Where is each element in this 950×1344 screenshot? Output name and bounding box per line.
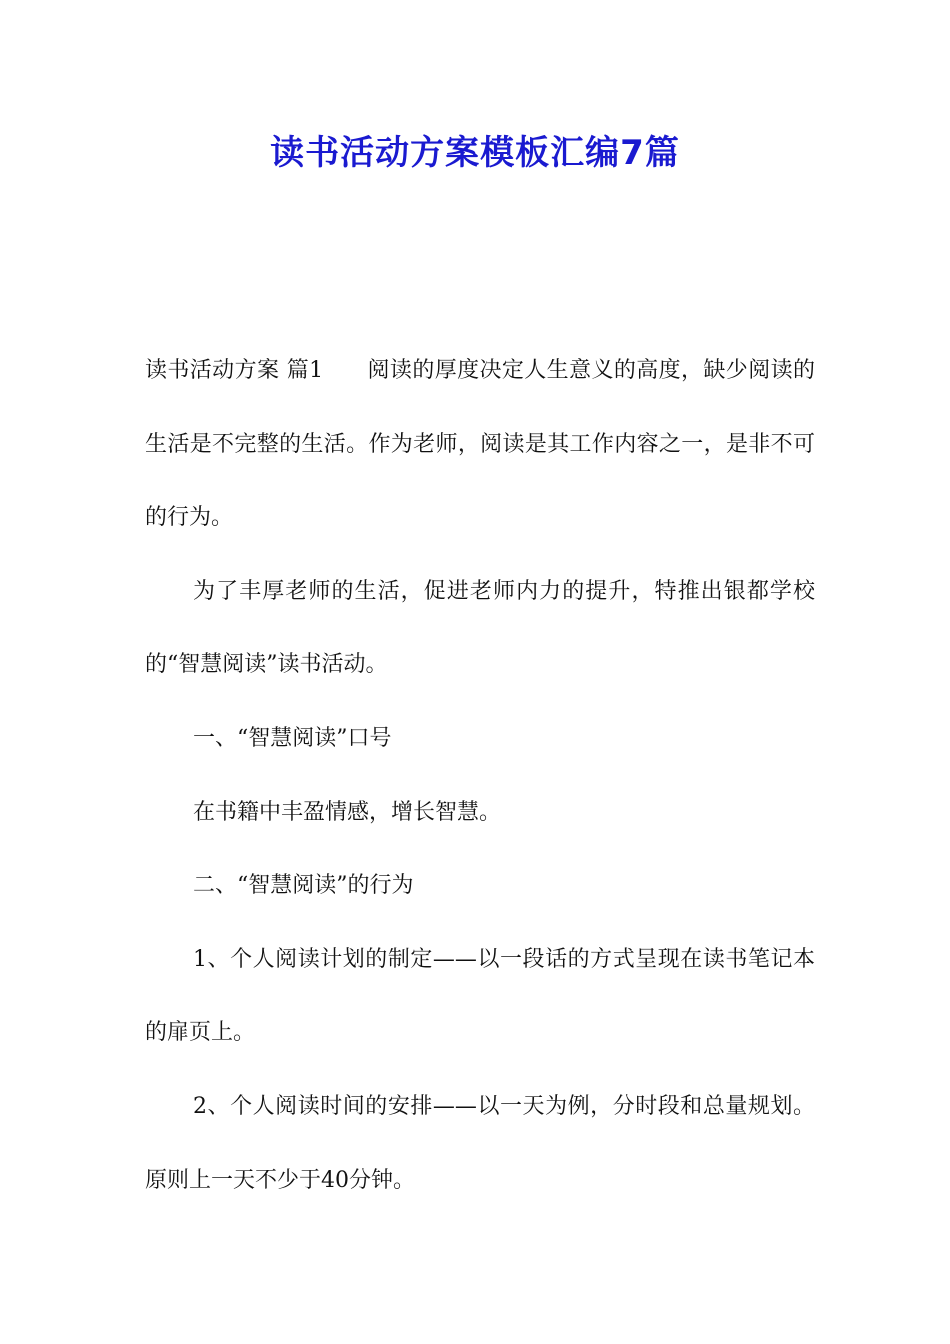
section-lead: 读书活动方案 篇1 xyxy=(145,358,324,383)
paragraph-1 xyxy=(145,334,815,555)
heading-slogan: 一、“智慧阅读”口号 xyxy=(193,725,392,751)
paragraph-slogan: 在书籍中丰盈情感，增长智慧。 xyxy=(193,799,502,825)
document-title: 读书活动方案模板汇编7篇 xyxy=(270,133,680,173)
list-item-2: 2、个人阅读时间的安排——以一天为例，分时段和总量规划。原则上一天不少于40分钟。 xyxy=(145,1093,815,1193)
document-body xyxy=(145,334,815,1217)
paragraph-2: 为了丰厚老师的生活，促进老师内力的提升，特推出银都学校的“智慧阅读”读书活动。 xyxy=(145,578,815,678)
paragraph-1-text: 阅读的厚度决定人生意义的高度，缺少阅读的生活是不完整的生活。作为老师，阅读是其工作内容之一，是非不可的行为。 xyxy=(145,358,815,531)
heading-behavior: 二、“智慧阅读”的行为 xyxy=(193,873,414,899)
list-item-1: 1、个人阅读计划的制定——以一段话的方式呈现在读书笔记本的扉页上。 xyxy=(145,946,815,1046)
